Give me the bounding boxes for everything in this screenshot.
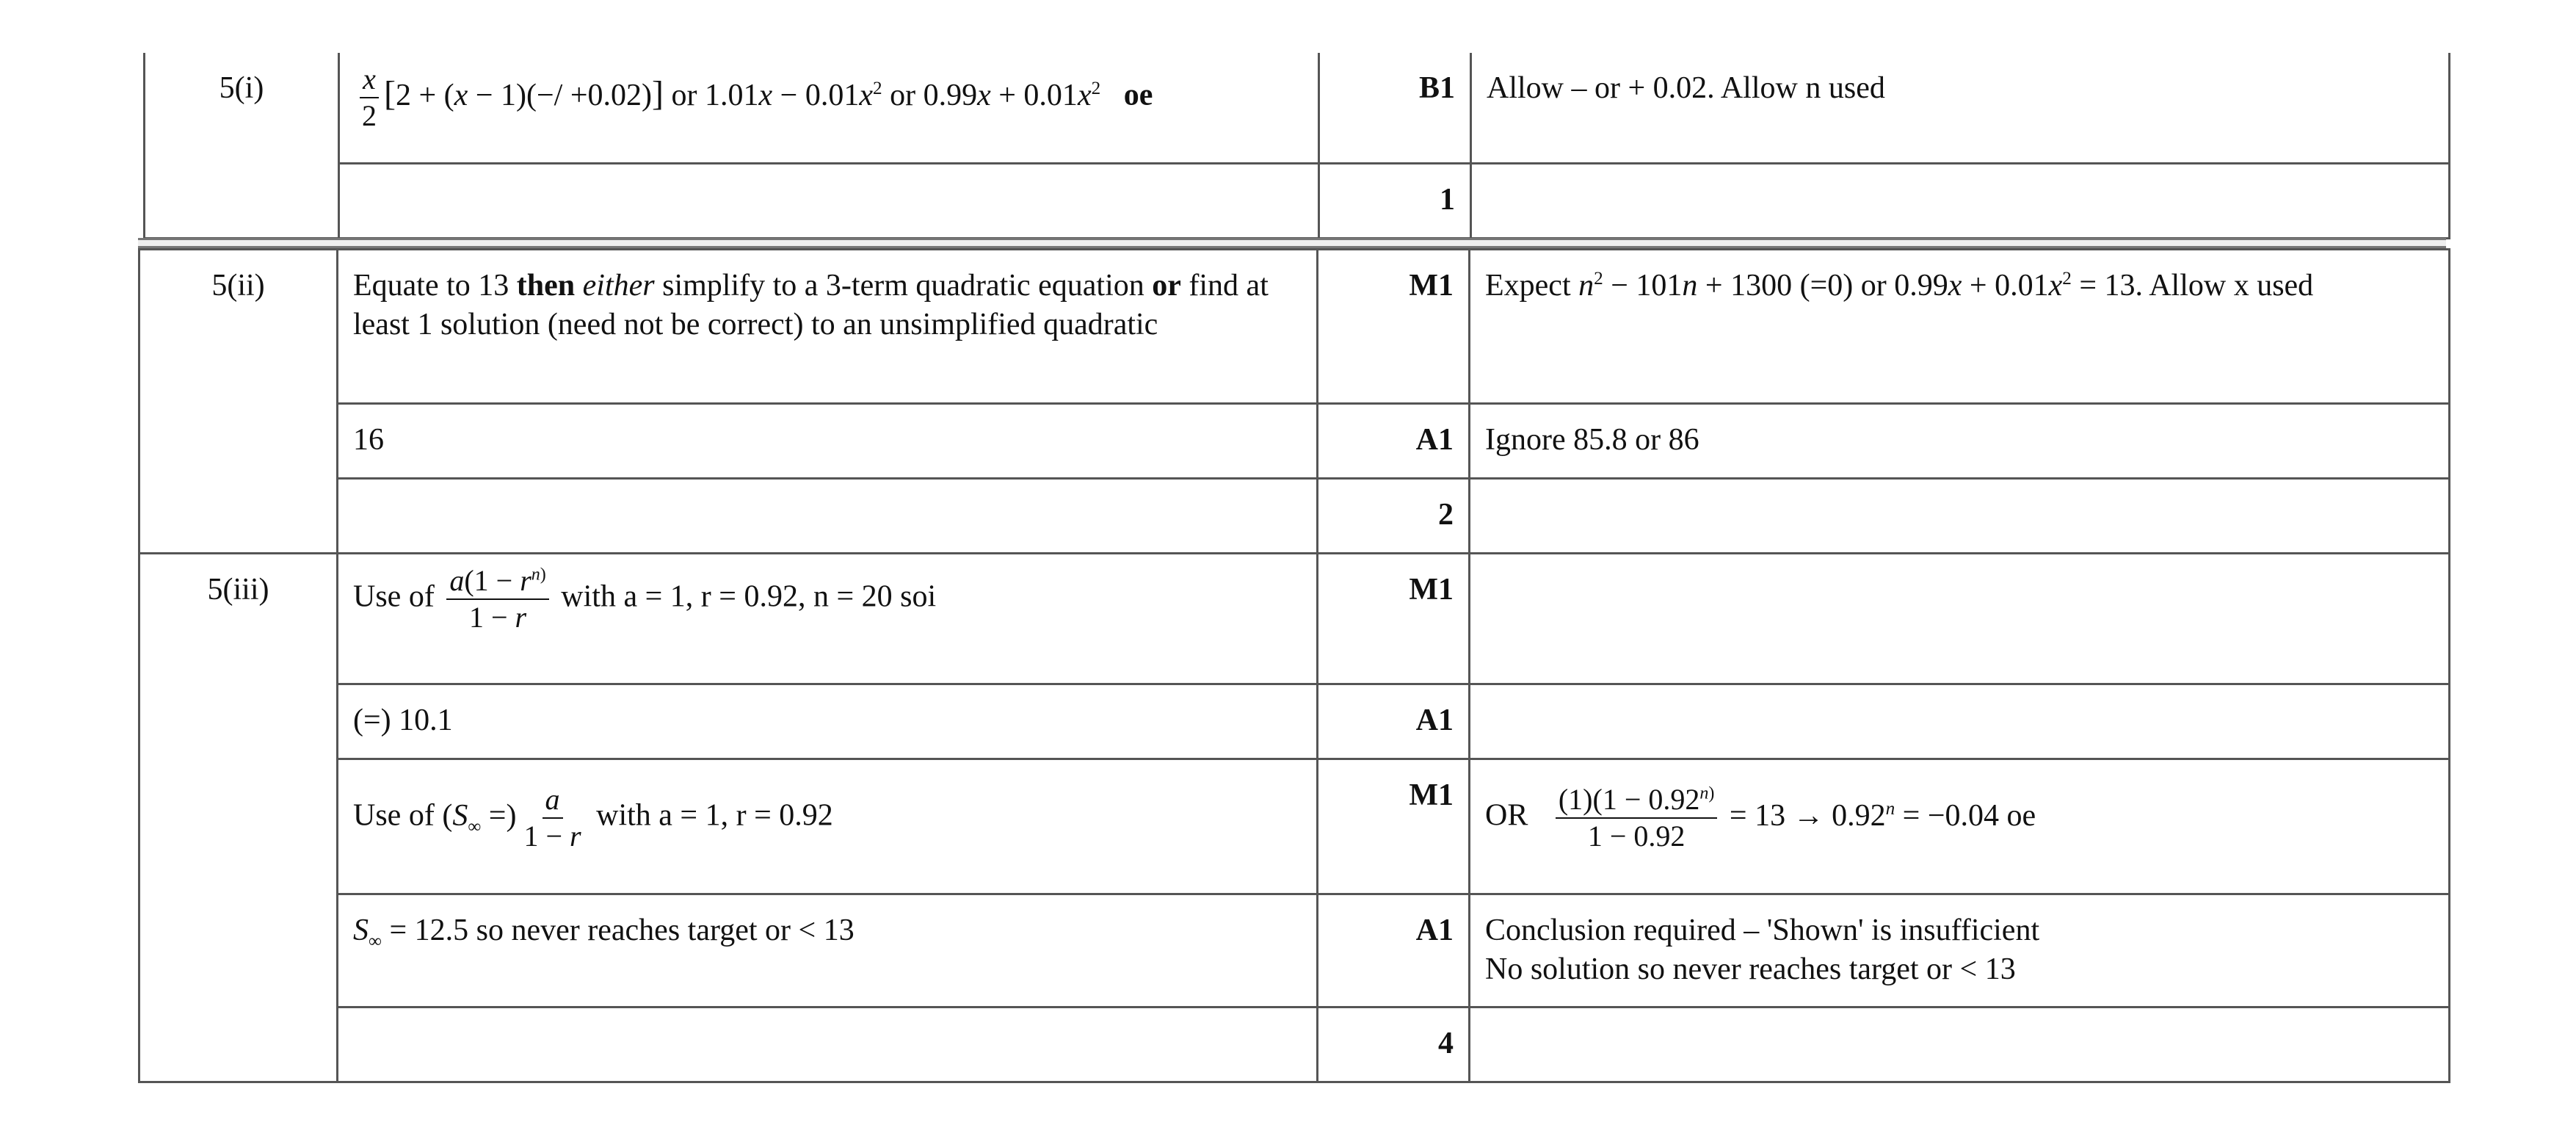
mark-cell: M1	[1318, 554, 1470, 684]
guidance-cell: Expect $n^2 - 101n + 1300$ (=0) or $0.99x + 0.01x^2 = 13$. Allow x used	[1470, 250, 2450, 404]
gp-sum-formula: $\frac{a(1 - r^{n)}}{1 - r}$	[446, 565, 548, 634]
question-number: 5(iii)	[139, 554, 338, 1082]
total-mark: 4	[1318, 1007, 1470, 1082]
sum-to-infinity-formula: ($S_\infty$ =) $\frac{a}{1 - r}$	[442, 783, 581, 853]
answer-expression: $\frac{x}{2}$ [2 + (x − 1)(−/ +0.02)] or $1.01x - 0.01x^2$ or $0.99x + 0.01x^2$	[355, 79, 1109, 112]
question-number: 5(ii)	[139, 250, 338, 554]
guidance-cell-empty	[1470, 1007, 2450, 1082]
total-mark: 2	[1318, 479, 1470, 554]
answer-cell: Use of ($S_\infty$ =) $\frac{a}{1 - r}$ with a = 1, r = 0.92	[338, 759, 1318, 894]
total-mark: 1	[1319, 163, 1471, 238]
marking-table-5ii-5iii	[138, 248, 2450, 1083]
answer-cell-empty	[339, 163, 1319, 238]
mark-cell: B1	[1319, 53, 1471, 163]
marking-table-5i	[143, 53, 2450, 239]
mark-cell: A1	[1318, 894, 1470, 1007]
guidance-cell: Conclusion required – 'Shown' is insufficient No solution so never reaches target or < 13	[1470, 894, 2450, 1007]
mark-cell: A1	[1318, 404, 1470, 479]
answer-cell: Use of $\frac{a(1 - r^{n)}}{1 - r}$ with a = 1, r = 0.92, n = 20 soi	[338, 554, 1318, 684]
guidance-cell-empty	[1470, 684, 2450, 759]
mark-cell: M1	[1318, 759, 1470, 894]
guidance-cell-empty	[1471, 163, 2450, 238]
mark-cell: M1	[1318, 250, 1470, 404]
answer-cell: $S_\infty = 12.5$ so never reaches target or < 13	[338, 894, 1318, 1007]
answer-cell	[339, 53, 1319, 163]
answer-oe: oe	[1123, 78, 1153, 112]
answer-cell: (=) 10.1	[338, 684, 1318, 759]
guidance-expression: $\frac{(1)(1 - 0.92^{n)}}{1 - 0.92}$ = $13 \to 0.92^n = -0.04$ oe	[1551, 799, 2036, 833]
guidance-expression: $n^2 - 101n + 1300$ (=0) or $0.99x + 0.01x^2 = 13$	[1578, 269, 2136, 303]
guidance-cell-empty	[1470, 479, 2450, 554]
section-separator	[138, 238, 2446, 248]
guidance-cell: OR $\frac{(1)(1 - 0.92^{n)}}{1 - 0.92}$ = $13 \to 0.92^n = -0.04$ oe	[1470, 759, 2450, 894]
answer-cell: 16	[338, 404, 1318, 479]
guidance-cell: Ignore 85.8 or 86	[1470, 404, 2450, 479]
answer-cell-empty	[338, 479, 1318, 554]
mark-cell: A1	[1318, 684, 1470, 759]
guidance-cell: Allow – or + 0.02. Allow n used	[1471, 53, 2450, 163]
question-number: 5(i)	[145, 53, 339, 238]
guidance-cell-empty	[1470, 554, 2450, 684]
answer-cell: Equate to 13 then either simplify to a 3-term quadratic equation or find at least 1 solution (need not be correct) to an unsimplified quadratic	[338, 250, 1318, 404]
answer-cell-empty	[338, 1007, 1318, 1082]
